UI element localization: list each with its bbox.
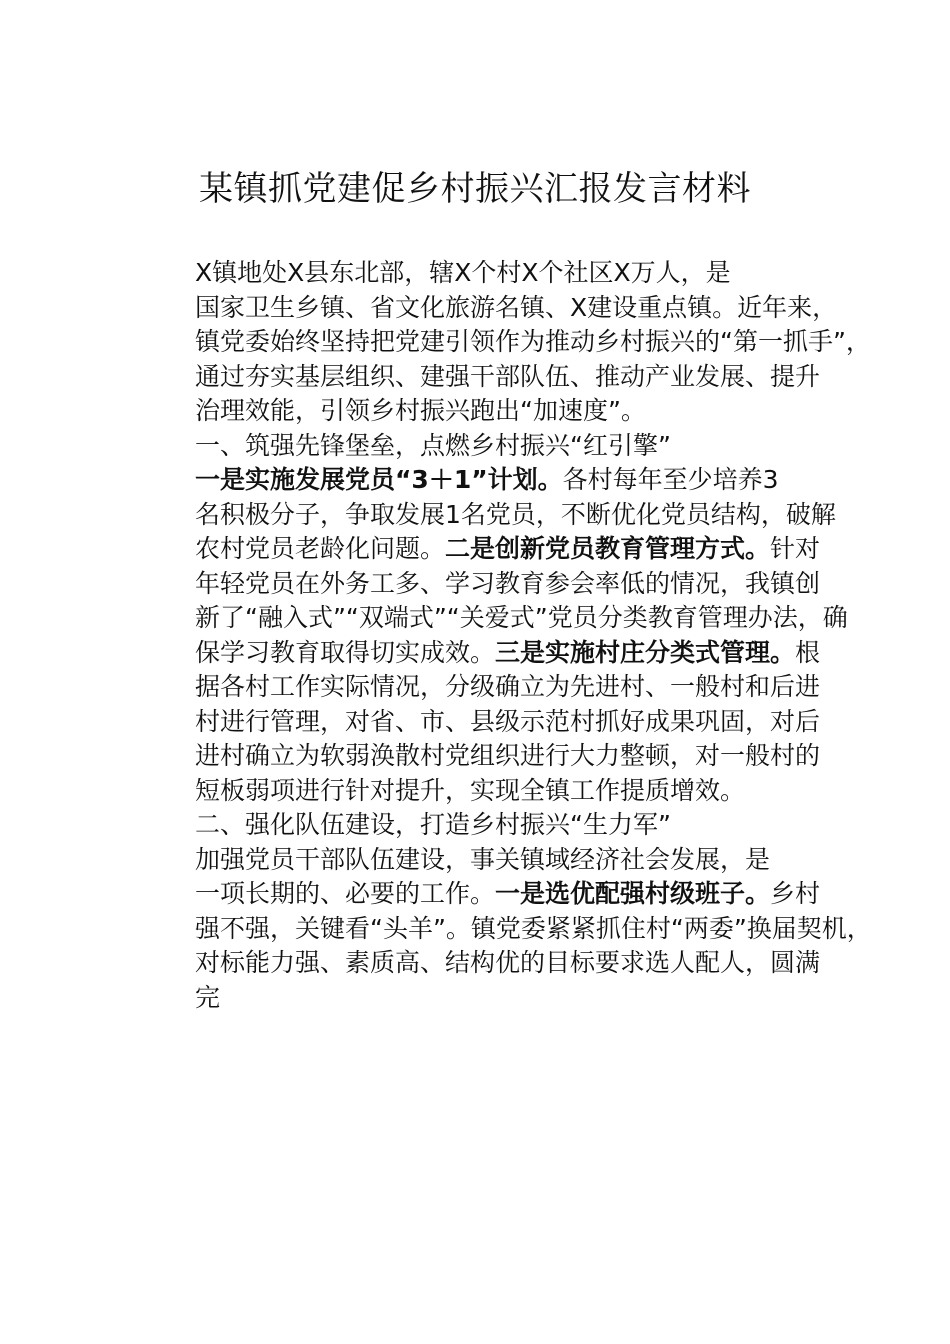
intro-paragraph (145, 256, 871, 429)
intro-line-3: 镇党委始终坚持把党建引领作为推动乡村振兴的“第一抓手”， (195, 327, 871, 356)
section-1-line-3-rest: 针对 (770, 534, 821, 563)
section-2-line-2-rest: 乡村 (770, 879, 821, 908)
section-2-point-1-title: 一是选优配强村级班子。 (495, 879, 771, 908)
intro-line-1: X镇地处X县东北部，辖X个村X个社区X万人，是 (195, 258, 731, 287)
section-2-heading: 二、强化队伍建设，打造乡村振兴“生力军” (195, 810, 671, 839)
point-3-title: 三是实施村庄分类式管理。 (495, 637, 796, 667)
section-1-line-5: 新了“融入式”“双端式”“关爱式”党员分类教育管理办法，确 (195, 603, 848, 632)
section-1-line-7: 据各村工作实际情况，分级确立为先进村、一般村和后进 (195, 672, 821, 701)
section-2-line-4: 对标能力强、素质高、结构优的目标要求选人配人，圆满 (195, 948, 821, 977)
point-1-title: 一是实施发展党员“3＋1”计划。 (195, 465, 563, 494)
section-1-line-4: 年轻党员在外务工多、学习教育参会率低的情况，我镇创 (195, 568, 821, 598)
section-1-line-6-rest: 根 (795, 637, 821, 667)
section-1-heading: 一、筑强先锋堡垒，点燃乡村振兴“红引擎” (195, 430, 671, 460)
document-body (145, 256, 872, 1015)
point-2-title: 二是创新党员教育管理方式。 (445, 534, 771, 563)
section-1-line-3-text: 农村党员老龄化问题。 (195, 534, 446, 563)
section-1-line-2: 名积极分子，争取发展1名党员，不断优化党员结构，破解 (195, 499, 836, 529)
section-2-line-3: 强不强，关键看“头羊”。镇党委紧紧抓住村“两委”换届契机， (195, 913, 872, 943)
intro-line-4: 通过夯实基层组织、建强干部队伍、推动产业发展、提升 (195, 361, 821, 391)
section-2-line-2 (145, 877, 821, 912)
section-1-line-10: 短板弱项进行针对提升，实现全镇工作提质增效。 (195, 775, 746, 805)
section-2-paragraph (145, 843, 872, 1016)
section-2-line-2-text: 一项长期的、必要的工作。 (195, 879, 496, 908)
section-1-line-9: 进村确立为软弱涣散村党组织进行大力整顿，对一般村的 (195, 741, 821, 770)
section-1-line-1-text: 各村每年至少培养3 (562, 465, 779, 494)
section-1-line-6 (145, 636, 821, 671)
section-1-line-1 (145, 463, 810, 498)
intro-line-2: 国家卫生乡镇、省文化旅游名镇、X建设重点镇。近年来， (195, 292, 838, 322)
section-1-line-6-text: 保学习教育取得切实成效。 (195, 637, 496, 667)
section-1-line-3 (145, 532, 821, 567)
document-title: 某镇抓党建促乡村振兴汇报发言材料 (199, 169, 751, 209)
section-1-line-8: 村进行管理，对省、市、县级示范村抓好成果巩固，对后 (195, 706, 821, 736)
section-2-line-5: 完 (195, 982, 221, 1012)
intro-line-5: 治理效能，引领乡村振兴跑出“加速度”。 (195, 396, 646, 425)
section-1-paragraph (145, 463, 848, 808)
section-2-line-1: 加强党员干部队伍建设，事关镇域经济社会发展，是 (195, 844, 771, 874)
